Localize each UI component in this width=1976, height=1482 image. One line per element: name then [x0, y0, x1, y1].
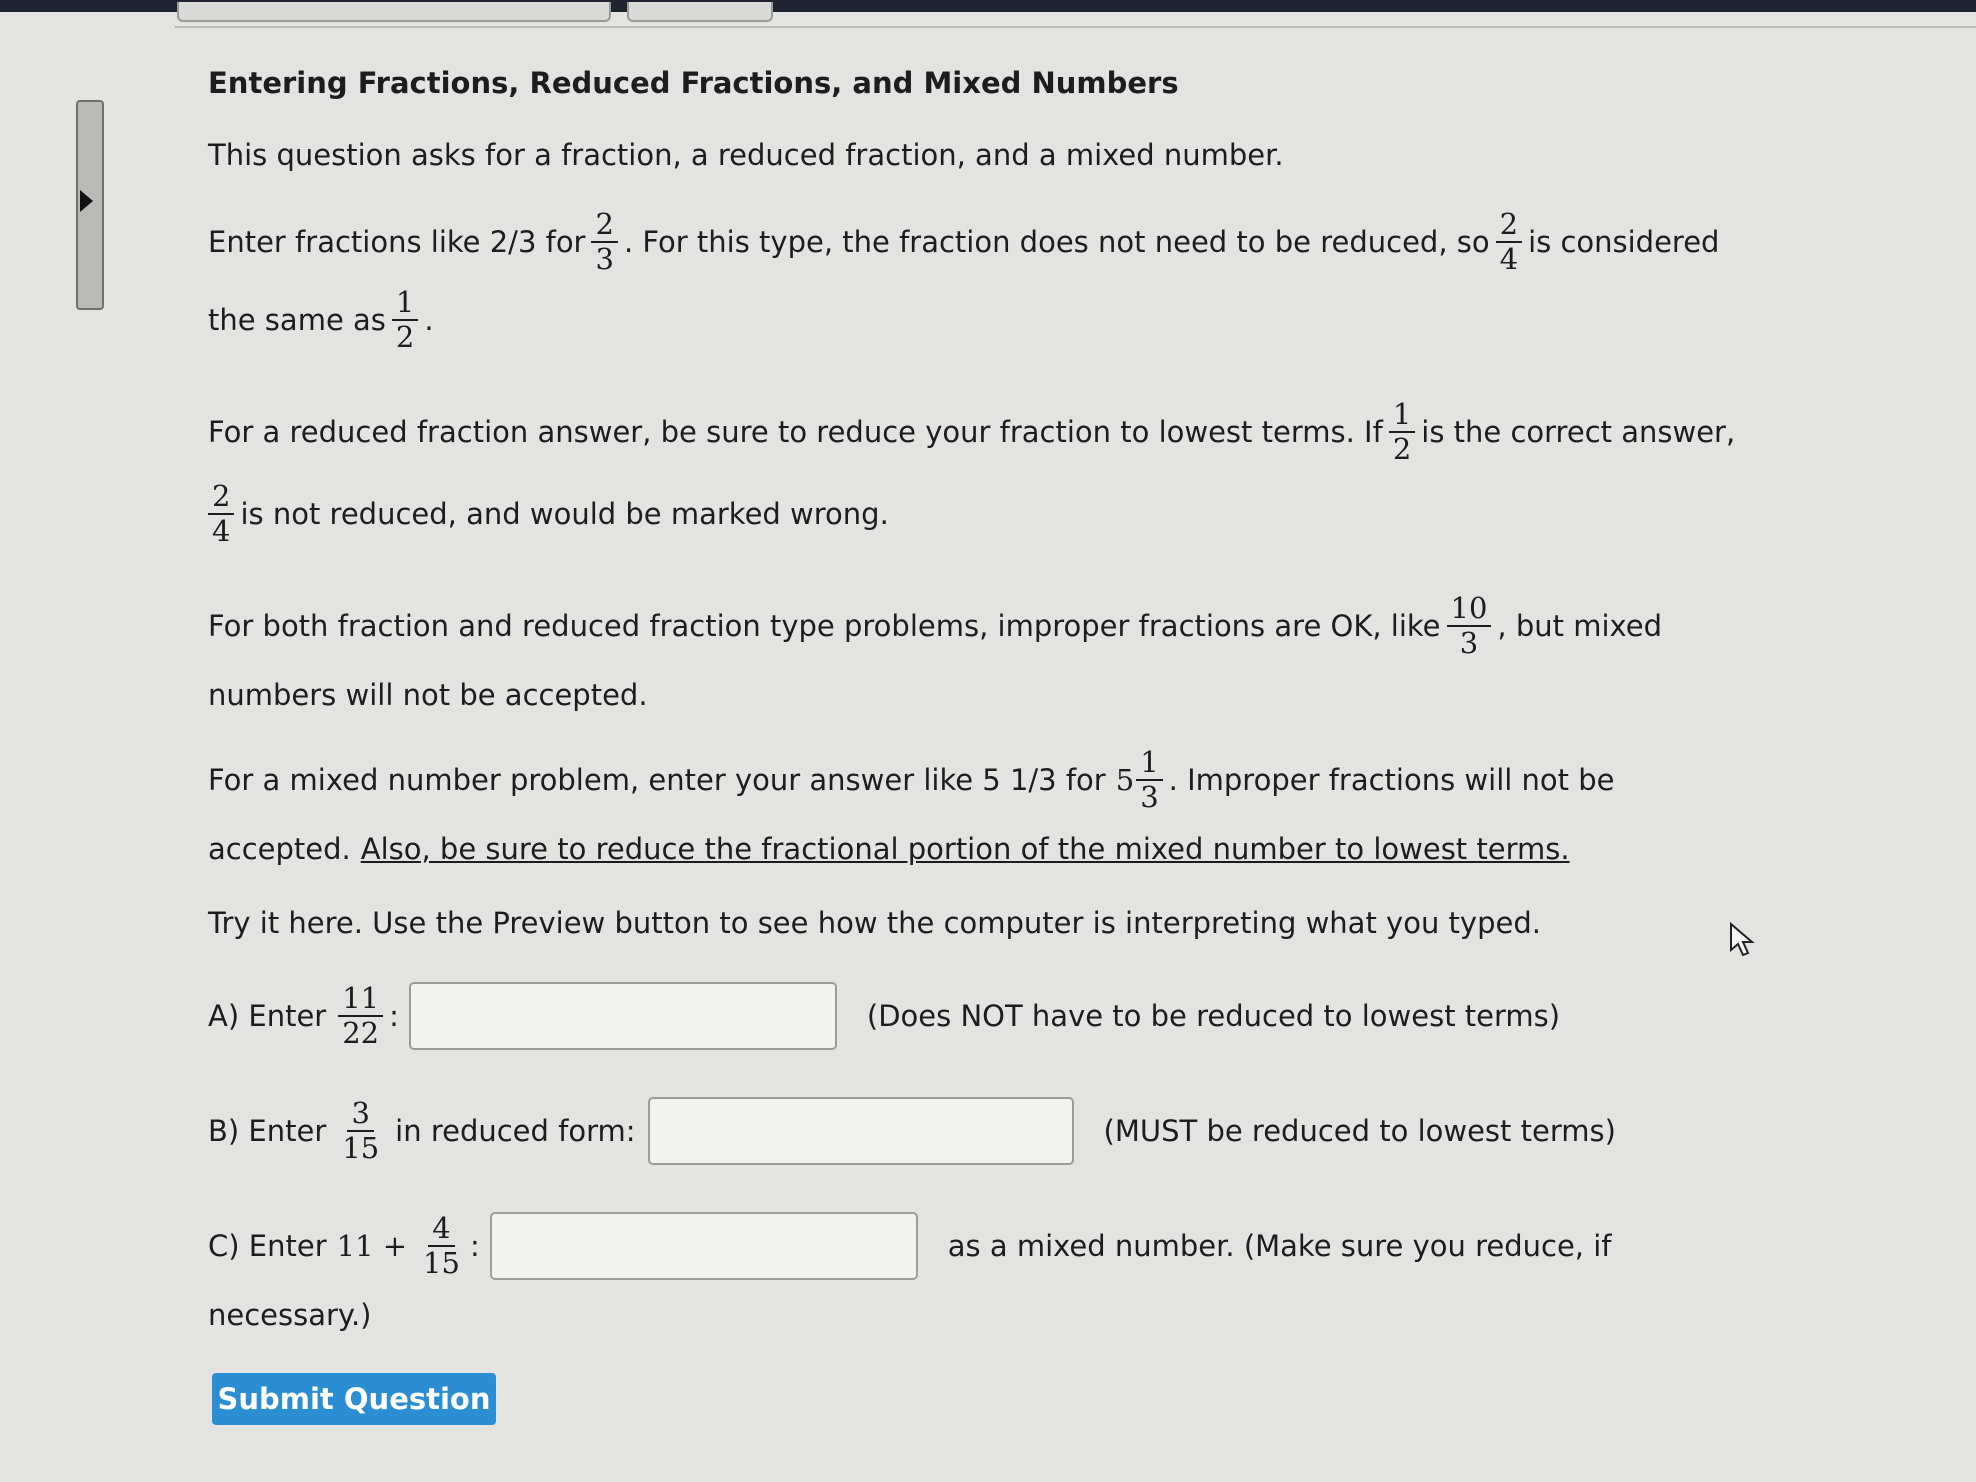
fraction-10-3: $\frac{10}{3}$: [1447, 592, 1492, 661]
p2-line1: For a reduced fraction answer, be sure to reduce your fraction to lowest terms. If $\frac{1}{2}$ is the correct answer,: [208, 397, 1736, 467]
part-c-note-continued: necessary.): [208, 1298, 372, 1332]
fraction-2-4: $\frac{2}{4}$: [1496, 208, 1522, 277]
fraction-3-15: $\frac{3}{15}$: [342, 1096, 380, 1166]
p2-line2: $\frac{2}{4}$ is not reduced, and would be marked wrong.: [208, 480, 889, 549]
fraction-4-15: $\frac{4}{15}$: [423, 1211, 460, 1281]
p4-line1: For a mixed number problem, enter your answer like 5 1/3 for 5 $\frac{1}{3}$ . Improper fractions will not be: [208, 745, 1615, 815]
question-title: Entering Fractions, Reduced Fractions, and Mixed Numbers: [208, 66, 1179, 100]
fraction-1-3: $\frac{1}{3}$: [1136, 746, 1162, 815]
part-b-answer-input[interactable]: [648, 1097, 1074, 1165]
reduce-instruction-link[interactable]: Also, be sure to reduce the fractional portion of the mixed number to lowest terms.: [360, 832, 1570, 866]
fraction-1-2: $\frac{1}{2}$: [392, 286, 418, 355]
part-c-note: as a mixed number. (Make sure you reduce, if: [947, 1229, 1612, 1264]
p3-line2: numbers will not be accepted.: [208, 678, 648, 712]
p1-line2: the same as $\frac{1}{2}$ .: [208, 285, 434, 355]
part-a-answer-input[interactable]: [409, 982, 837, 1050]
part-b-note: (MUST be reduced to lowest terms): [1103, 1114, 1616, 1149]
p1-line1: Enter fractions like 2/3 for $\frac{2}{3}$ . For this type, the fraction does not need to be reduced, so $\frac{2}{4}$ is considered: [208, 207, 1720, 277]
p3-line1: For both fraction and reduced fraction type problems, improper fractions are OK, like $\frac{10}{3}$ , but mixed: [208, 591, 1663, 661]
top-tab-left[interactable]: [177, 2, 611, 22]
top-tab-right[interactable]: [627, 2, 773, 22]
part-b-row: B) Enter $\frac{3}{15}$ in reduced form: (MUST be reduced to lowest terms): [208, 1096, 1616, 1166]
part-c-row: C) Enter 11 + $\frac{4}{15}$ : as a mixed number. (Make sure you reduce, if: [208, 1211, 1612, 1281]
part-a-row: A) Enter $\frac{11}{22}$ : (Does NOT have to be reduced to lowest terms): [208, 981, 1561, 1051]
header-divider: [175, 26, 1976, 28]
intro-text: This question asks for a fraction, a reduced fraction, and a mixed number.: [208, 138, 1284, 172]
submit-question-button[interactable]: Submit Question: [212, 1373, 496, 1425]
fraction-1-2: $\frac{1}{2}$: [1389, 398, 1415, 467]
mouse-pointer-icon: [1729, 922, 1755, 958]
part-c-answer-input[interactable]: [490, 1212, 918, 1280]
expand-arrow-icon[interactable]: [80, 190, 93, 212]
try-it-text: Try it here. Use the Preview button to see how the computer is interpreting what you typed.: [208, 906, 1541, 940]
fraction-2-4: $\frac{2}{4}$: [208, 480, 234, 549]
fraction-2-3: $\frac{2}{3}$: [591, 208, 617, 277]
p4-line2: accepted. Also, be sure to reduce the fractional portion of the mixed number to lowest terms.: [208, 832, 1570, 866]
fraction-11-22: $\frac{11}{22}$: [338, 982, 383, 1051]
part-a-note: (Does NOT have to be reduced to lowest terms): [866, 999, 1561, 1034]
